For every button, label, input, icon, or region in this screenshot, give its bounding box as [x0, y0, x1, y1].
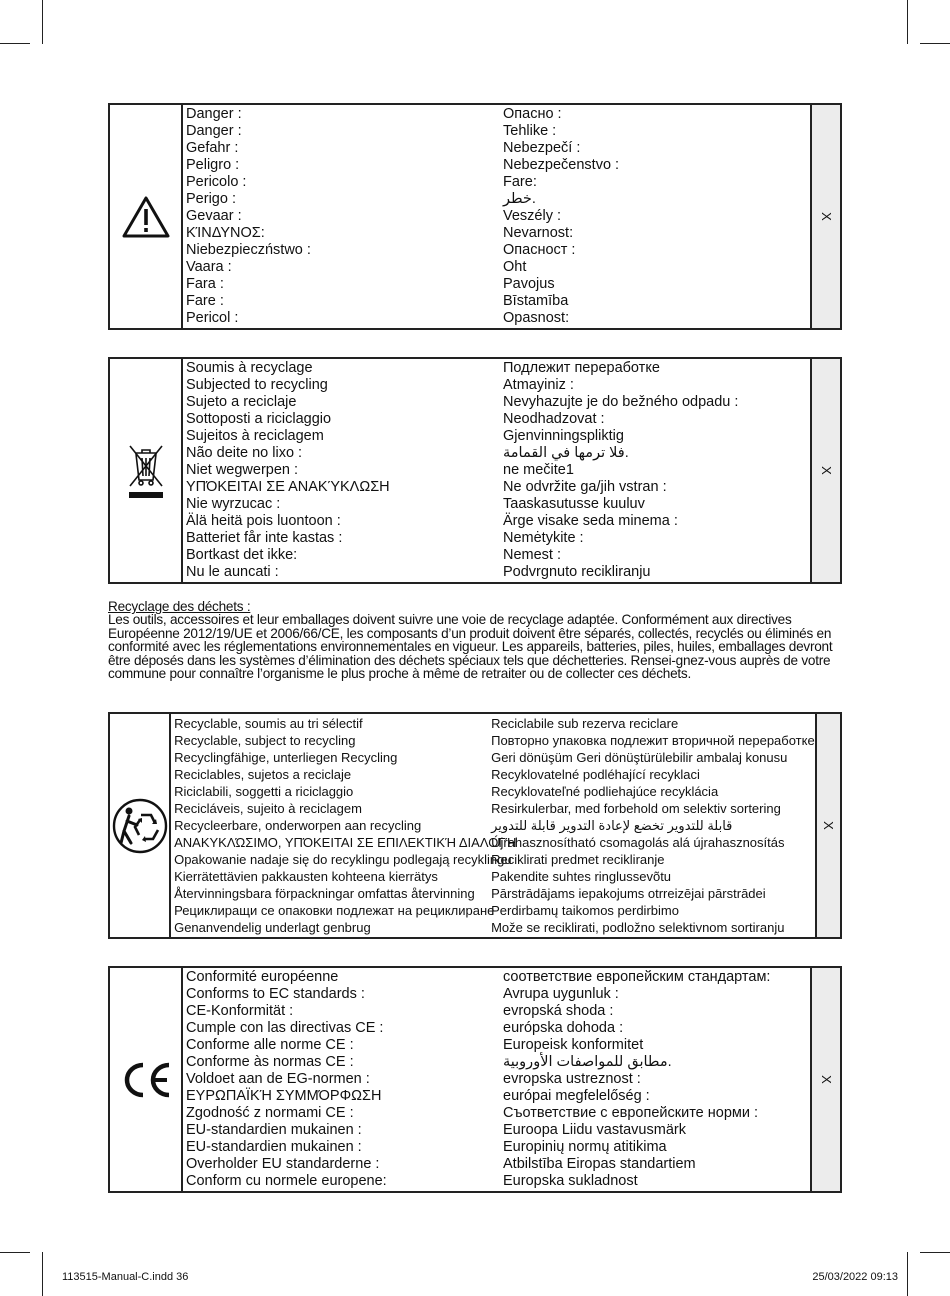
table-line: Riciclabili, soggetti a riciclaggio — [174, 784, 354, 799]
table-line: Niebezpieczństwo : — [186, 242, 311, 258]
table-line: فلا ترمها في القمامة. — [503, 445, 629, 461]
recycling-title: Recyclage des déchets : — [108, 599, 251, 614]
table-line: Повторно упаковка подлежит вторичной переработке — [491, 733, 815, 748]
table-line: Conformité européenne — [186, 969, 339, 985]
triman-recycle-icon — [111, 797, 169, 855]
table-line: Podvrgnuto recikliranju — [503, 564, 651, 580]
table-line: Pakendite suhtes ringlussevõtu — [491, 869, 672, 884]
table-line: ΕΥΡΩΠΑΪΚΉ ΣΥΜΜΌΡΦΩΣΗ — [186, 1088, 382, 1104]
table-line: Sottoposti a riciclaggio — [186, 411, 332, 427]
ce-table — [108, 966, 842, 1193]
table-line: Euroopa Liidu vastavusmärk — [503, 1122, 686, 1138]
table-line: Sujeto a reciclaje — [186, 394, 297, 410]
table-line: Danger : — [186, 123, 242, 139]
mark-cell — [810, 105, 840, 328]
table-line: Nemėtykite : — [503, 530, 584, 546]
table-line: Kierrätettävien pakkausten kohteena kierrätys — [174, 869, 438, 884]
table-line: Újrahasznosítható csomagolás alá újrahasznosítás — [491, 835, 785, 850]
table-line: Atbilstība Eiropas standartiem — [503, 1156, 696, 1172]
crop-mark — [907, 0, 908, 44]
table-line: ne mečite1 — [503, 462, 574, 478]
table-line: Europska sukladnost — [503, 1173, 638, 1189]
table-line: Fare : — [186, 293, 224, 309]
left-column — [186, 105, 501, 328]
table-line: Recyclable, soumis au tri sélectif — [174, 716, 363, 731]
table-line: Batteriet får inte kastas : — [186, 530, 343, 546]
table-line: ΑΝΑΚΥΚΛΏΣΙΜΟ, ΥΠΌΚΕΙΤΑΙ ΣΕ ΕΠΙΛΕΚΤΙΚΉ ΔΙΑΛΟΓΉ — [174, 835, 517, 850]
warning-triangle-icon — [121, 195, 171, 239]
table-line: Recicláveis, sujeito à reciclagem — [174, 801, 362, 816]
table-line: Pārstrādājams iepakojums otrreizējai pārstrādei — [491, 886, 766, 901]
table-line: Conforme alle norme CE : — [186, 1037, 354, 1053]
table-line: Återvinningsbara förpackningar omfattas återvinning — [174, 886, 475, 901]
table-line: Recyklovateľné podliehajúce recyklácia — [491, 784, 719, 799]
table-line: Nevarnost: — [503, 225, 574, 241]
table-line: Recyklovatelné podléhající recyklaci — [491, 767, 700, 782]
crop-mark — [0, 43, 30, 44]
crop-mark — [0, 1252, 30, 1253]
table-line: Soumis à recyclage — [186, 360, 313, 376]
table-line: Europeisk konformitet — [503, 1037, 644, 1053]
text-cell — [183, 359, 810, 582]
table-line: Gefahr : — [186, 140, 239, 156]
table-line: Veszély : — [503, 208, 562, 224]
text-cell — [171, 714, 815, 937]
left-column — [174, 714, 517, 937]
crossed-bin-icon — [126, 442, 166, 500]
table-line: Perigo : — [186, 191, 236, 207]
table-line: ΥΠΌΚΕΙΤΑΙ ΣΕ ΑΝΑΚΎΚΛΩΣΗ — [186, 479, 390, 495]
mark-cell — [810, 968, 840, 1191]
table-line: Fare: — [503, 174, 537, 190]
table-line: európska dohoda : — [503, 1020, 624, 1036]
table-line: Oht — [503, 259, 527, 275]
table-line: Nebezpečenstvo : — [503, 157, 620, 173]
table-line: Europinių normų atitikima — [503, 1139, 667, 1155]
table-line: Reciklirati predmet recikliranje — [491, 852, 665, 867]
table-line: قابلة للتدوير تخضع لإعادة التدوير قابلة للتدوير — [491, 818, 733, 833]
table-line: خطر. — [503, 191, 536, 207]
table-line: Danger : — [186, 106, 242, 122]
table-line: Opasnost: — [503, 310, 570, 326]
table-line: evropská shoda : — [503, 1003, 614, 1019]
table-line: Подлежит переработке — [503, 360, 660, 376]
table-line: Cumple con las directivas CE : — [186, 1020, 384, 1036]
crop-mark — [907, 1252, 908, 1296]
triman-table — [108, 712, 842, 939]
table-line: Geri dönüşüm Geri dönüştürülebilir ambalaj konusu — [491, 750, 788, 765]
table-line: Peligro : — [186, 157, 240, 173]
table-line: Reciclables, sujetos a reciclaje — [174, 767, 352, 782]
table-line: EU-standardien mukainen : — [186, 1122, 362, 1138]
recycling-table — [108, 357, 842, 584]
table-line: Ne odvržite ga/jih vstran : — [503, 479, 667, 495]
text-cell — [183, 968, 810, 1191]
table-line: ΚΊΝΔΥΝΟΣ: — [186, 225, 265, 241]
right-column — [501, 359, 810, 582]
table-line: Genanvendelig underlagt genbrug — [174, 920, 371, 935]
table-line: Recycleerbare, onderworpen aan recycling — [174, 818, 422, 833]
table-line: Conforme às normas CE : — [186, 1054, 354, 1070]
table-line: evropska ustreznost : — [503, 1071, 641, 1087]
table-line: Overholder EU standarderne : — [186, 1156, 380, 1172]
footer-date: 25/03/2022 09:13 — [812, 1271, 898, 1283]
table-line: Опасност : — [503, 242, 576, 258]
table-line: Reciclabile sub rezerva reciclare — [491, 716, 679, 731]
symbol-cell — [110, 105, 183, 328]
table-line: Zgodność z normami CE : — [186, 1105, 354, 1121]
table-line: Ärge visake seda minema : — [503, 513, 678, 529]
table-line: Fara : — [186, 276, 224, 292]
mark-cell — [815, 714, 840, 937]
table-line: مطابق للمواصفات الأوروبية. — [503, 1054, 672, 1070]
table-line: CE-Konformität : — [186, 1003, 294, 1019]
table-line: Recyclable, subject to recycling — [174, 733, 356, 748]
crop-mark — [42, 1252, 43, 1296]
table-line: Nie wyrzucac : — [186, 496, 281, 512]
right-column — [501, 968, 810, 1191]
table-line: Nevyhazujte je do bežného odpadu : — [503, 394, 739, 410]
table-line: Gevaar : — [186, 208, 242, 224]
table-line: európai megfelelőség : — [503, 1088, 650, 1104]
left-column — [186, 359, 501, 582]
table-line: Atmayiniz : — [503, 377, 574, 393]
table-line: Pericol : — [186, 310, 239, 326]
table-line: Može se reciklirati, podložno selektivnom sortiranju — [491, 920, 785, 935]
mark-x: X — [818, 1075, 834, 1084]
table-line: Älä heitä pois luontoon : — [186, 513, 341, 529]
table-line: Recyclingfähige, unterliegen Recycling — [174, 750, 398, 765]
table-line: Nemest : — [503, 547, 562, 563]
table-line: Bīstamība — [503, 293, 569, 309]
symbol-cell — [110, 968, 183, 1191]
table-line: Съответствие с европейските норми : — [503, 1105, 759, 1121]
table-line: Nu le auncati : — [186, 564, 279, 580]
mark-x: X — [818, 212, 834, 221]
footer-file: 113515-Manual-C.indd 36 — [62, 1271, 189, 1283]
crop-mark — [920, 43, 950, 44]
mark-x: X — [818, 466, 834, 475]
table-line: Opakowanie nadaje się do recyklingu podlegają recyklingu — [174, 852, 512, 867]
table-line: Taaskasutusse kuuluv — [503, 496, 645, 512]
table-line: Conform cu normele europene: — [186, 1173, 387, 1189]
table-line: EU-standardien mukainen : — [186, 1139, 362, 1155]
crop-mark — [42, 0, 43, 44]
table-line: Perdirbamų taikomos perdirbimo — [491, 903, 679, 918]
table-line: Neodhadzovat : — [503, 411, 605, 427]
text-cell — [183, 105, 810, 328]
danger-table — [108, 103, 842, 330]
table-line: Voldoet aan de EG-normen : — [186, 1071, 370, 1087]
table-line: Subjected to recycling — [186, 377, 328, 393]
table-line: Рециклиращи се опаковки подлежат на рециклиране — [174, 903, 495, 918]
table-line: Nebezpečí : — [503, 140, 581, 156]
table-line: Vaara : — [186, 259, 232, 275]
table-line: Опасно : — [503, 106, 562, 122]
symbol-cell — [110, 714, 171, 937]
recycling-paragraph — [108, 600, 844, 680]
right-column — [501, 105, 810, 328]
table-line: Não deite no lixo : — [186, 445, 303, 461]
table-line: Sujeitos à reciclagem — [186, 428, 324, 444]
table-line: Tehlike : — [503, 123, 557, 139]
ce-mark-icon — [119, 1060, 173, 1100]
table-line: Pericolo : — [186, 174, 247, 190]
mark-cell — [810, 359, 840, 582]
table-line: Resirkulerbar, med forbehold om selektiv sortering — [491, 801, 781, 816]
table-line: Conforms to EC standards : — [186, 986, 365, 1002]
recycling-body: Les outils, accessoires et leur emballages doivent suivre une voie de recyclage adaptée. Conformément aux directives Européenne 2012/19/UE et 2006/66/CE, les composants d’un produit doivent être séparés, collectés, recyclés ou éliminés en conformité avec les réglementations environnementales en vigueur. Les appareils, batteries, piles, huiles, emballages devront être déposés dans les systèmes d’élimination des déchets spéciaux tels que déchetteries. Rensei-gnez-vous auprès de votre commune pour connaître l’organisme le plus proche à même de retraiter ou de collecter ces déchets. — [108, 612, 833, 682]
table-line: соответствие европейским стандартам: — [503, 969, 771, 985]
table-line: Bortkast det ikke: — [186, 547, 298, 563]
crop-mark — [920, 1252, 950, 1253]
symbol-cell — [110, 359, 183, 582]
table-line: Niet wegwerpen : — [186, 462, 299, 478]
left-column — [186, 968, 501, 1191]
table-line: Avrupa uygunluk : — [503, 986, 619, 1002]
table-line: Gjenvinningspliktig — [503, 428, 624, 444]
right-column — [489, 714, 815, 937]
table-line: Pavojus — [503, 276, 555, 292]
mark-x: X — [820, 821, 836, 830]
